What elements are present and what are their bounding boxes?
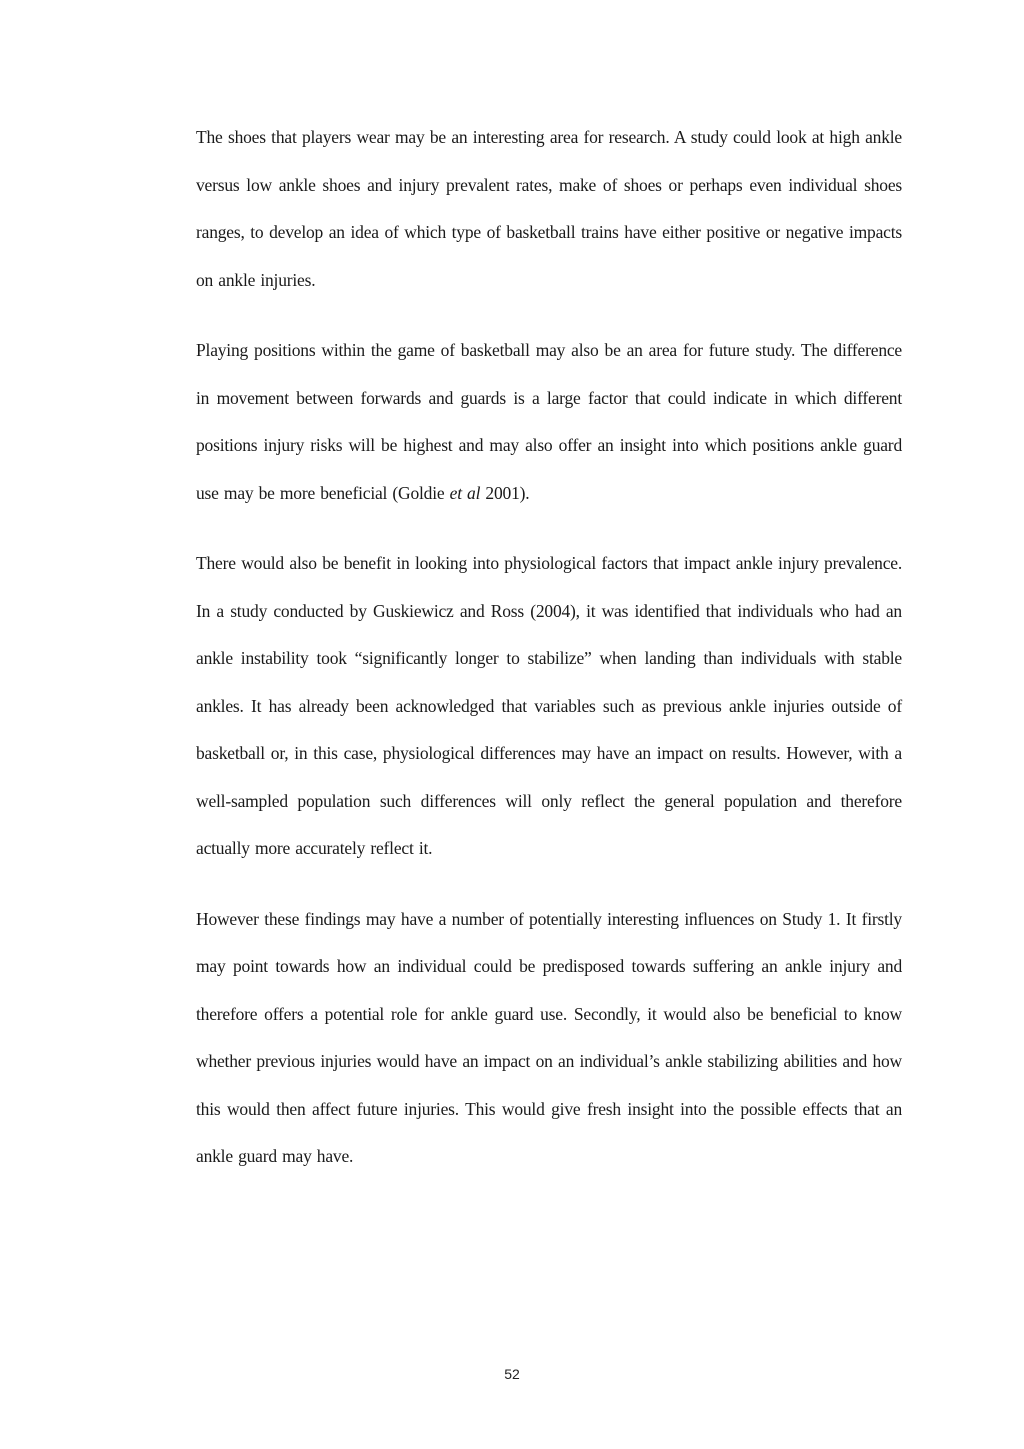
- paragraph-text: There would also be benefit in looking into physiological factors that impact ankle injury prevalence. In a study conducted by Guskiewicz and Ross (2004), it was identified that individuals who had an ankle instability took “significantly longer to stabilize” when landing than individuals with stable ankles. It has already been acknowledged that variables such as previous ankle injuries outside of basketball or, in this case, physiological differences may have an impact on results. However, with a well-sampled population such differences will only reflect the general population and therefore actually more accurately reflect it.: [196, 553, 902, 858]
- paragraph-text: However these findings may have a number of potentially interesting influences on Study 1. It firstly may point towards how an individual could be predisposed towards suffering an ankle injury and therefore offers a potential role for ankle guard use. Secondly, it would also be beneficial to know whether previous injuries would have an impact on an individual’s ankle stabilizing abilities and how this would then affect future injuries. This would give fresh insight into the possible effects that an ankle guard may have.: [196, 908, 902, 1166]
- paragraph-playing-positions: [196, 327, 902, 517]
- paragraph-text: The shoes that players wear may be an interesting area for research. A study could look at high ankle versus low ankle shoes and injury prevalent rates, make of shoes or perhaps even individual shoes ranges, to develop an idea of which type of basketball trains have either positive or negative impacts on ankle injuries.: [196, 127, 902, 290]
- page-content: [196, 114, 902, 1204]
- citation-year: 2001).: [480, 482, 530, 503]
- paragraph-shoes-research: [196, 114, 902, 304]
- citation-et-al: et al: [449, 482, 481, 503]
- page-number: 52: [504, 1366, 520, 1382]
- paragraph-text: Playing positions within the game of basketball may also be an area for future study. The difference in movement between forwards and guards is a large factor that could indicate in which different positions injury risks will be highest and may also offer an insight into which positions ankle guard use may be more beneficial (Goldie: [196, 340, 902, 503]
- paragraph-physiological-factors: [196, 540, 902, 873]
- paragraph-study-influences: [196, 896, 902, 1181]
